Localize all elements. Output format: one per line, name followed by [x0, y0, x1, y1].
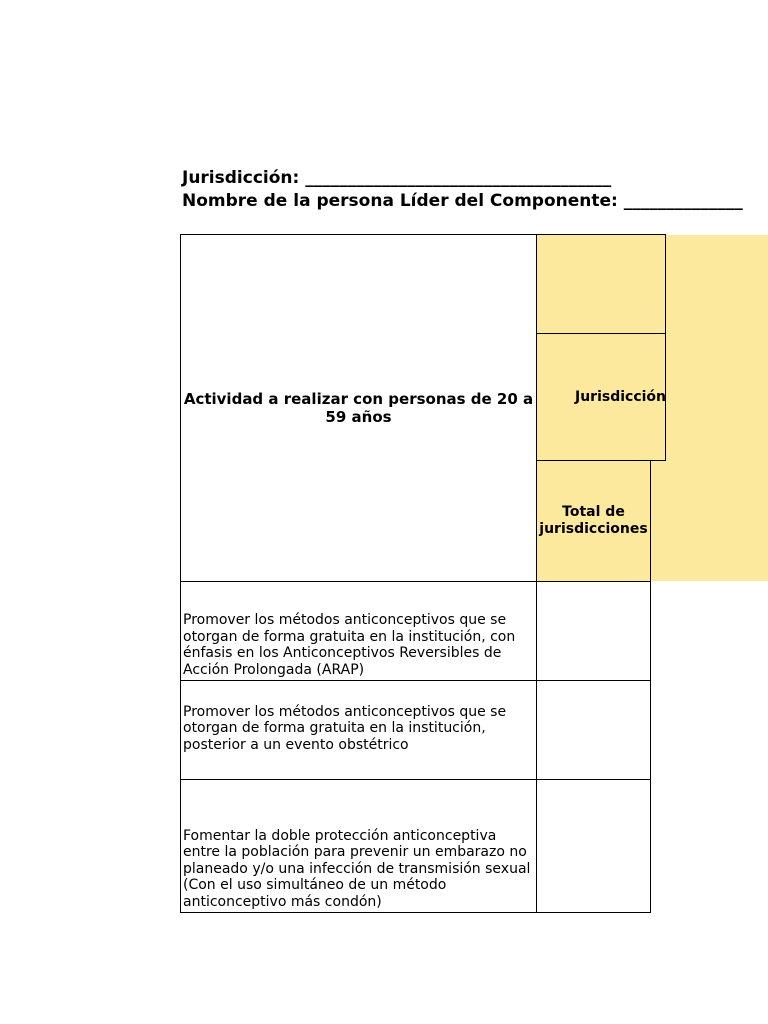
header-fill-extension	[651, 235, 768, 581]
jurisdiccion-header-label: Jurisdicción	[575, 389, 667, 405]
activity-header-cell	[180, 234, 537, 582]
activity-text: Fomentar la doble protección anticonceptiva entre la población para prevenir un embarazo no planeado y/o una infección de transmisión sexual (Con el uso simultáneo de un método anticonceptivo más condón)	[183, 827, 531, 910]
total-value-cell	[536, 779, 651, 913]
total-value-cell	[536, 581, 651, 681]
jurisdiccion-line: Jurisdicción: ____________________________________	[182, 168, 612, 188]
header-top-cell	[536, 234, 666, 334]
total-value-cell	[536, 680, 651, 780]
total-header-line1: Total de	[562, 504, 625, 520]
table-row	[180, 680, 537, 780]
activity-text: Promover los métodos anticonceptivos que se otorgan de forma gratuita en la institución, con énfasis en los Anticonceptivos Reversibles de Acción Prolongada (ARAP)	[183, 612, 516, 678]
activity-header-line2: 59 años	[325, 408, 392, 426]
activity-header-line1: Actividad a realizar con personas de 20 a	[183, 390, 534, 408]
lider-line: Nombre de la persona Líder del Componente: ______________	[182, 191, 743, 211]
table-row	[180, 581, 537, 681]
activity-text: Promover los métodos anticonceptivos que se otorgan de forma gratuita en la institución, posterior a un evento obstétrico	[183, 703, 507, 753]
table-row	[180, 779, 537, 913]
total-header-line2: jurisdicciones	[539, 521, 648, 537]
total-header-cell	[536, 460, 651, 582]
jurisdiccion-header-cell	[536, 333, 666, 461]
